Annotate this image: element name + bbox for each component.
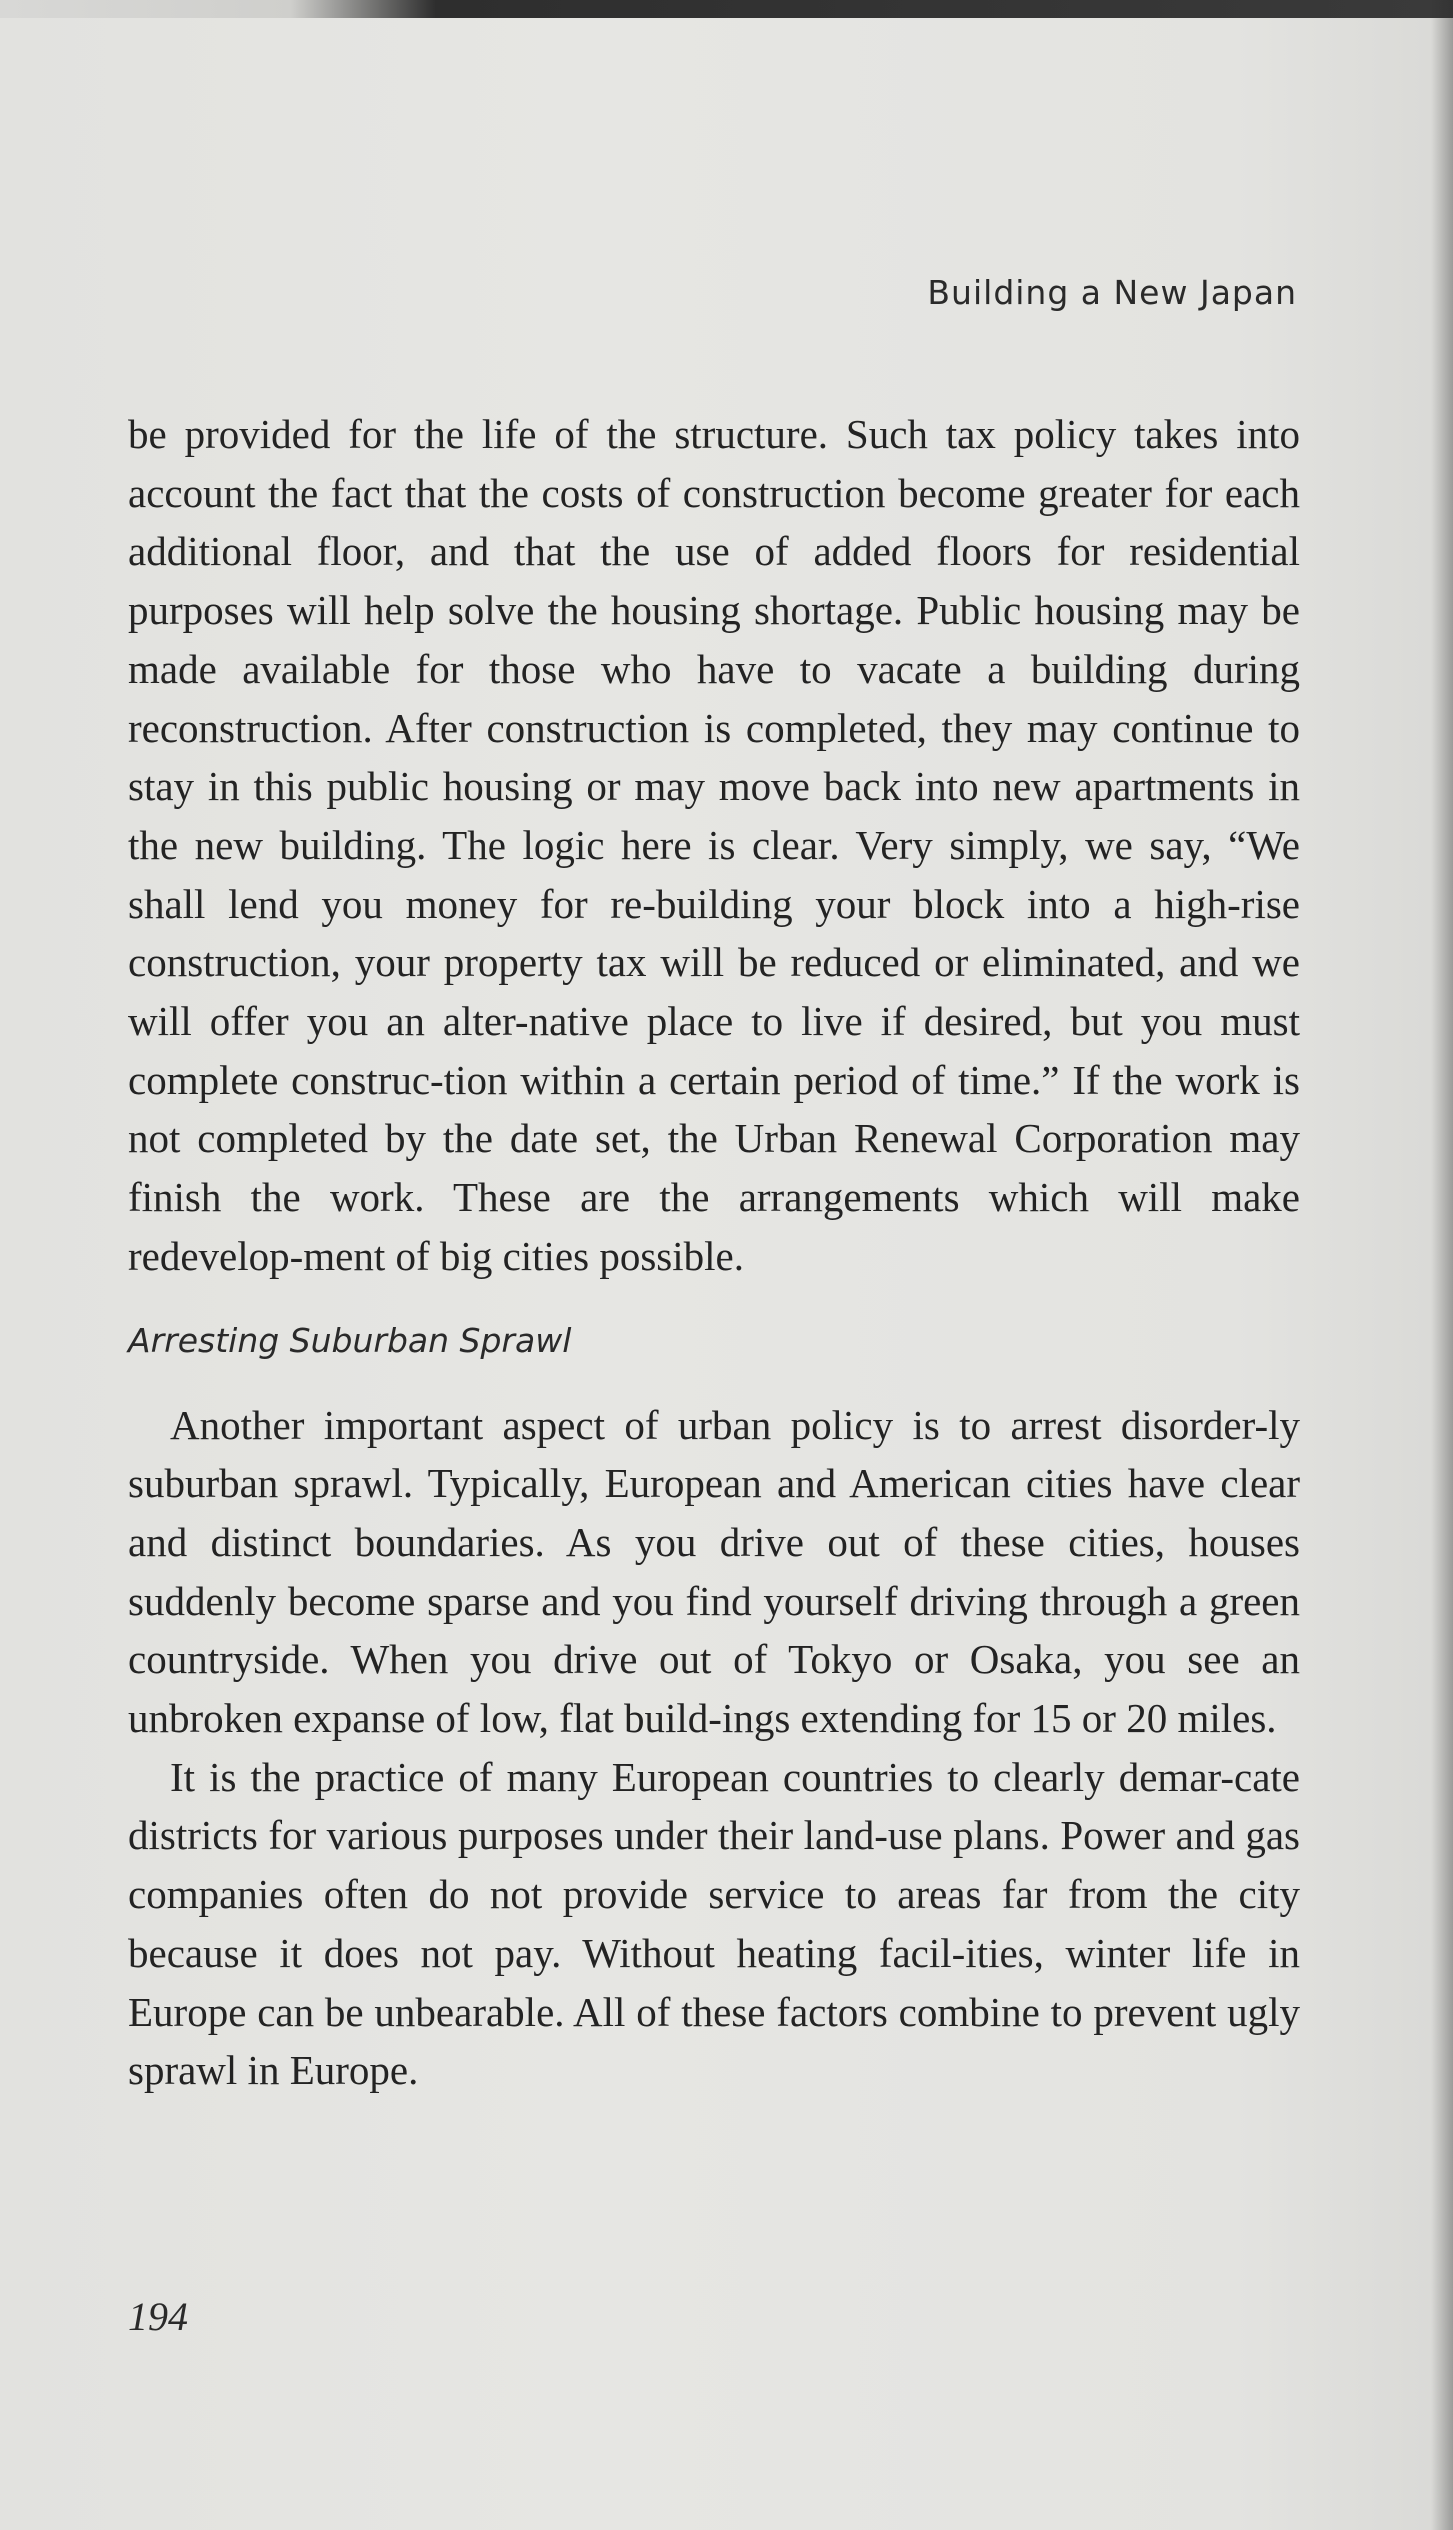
- paragraph-continuation: be provided for the life of the structure. Such tax policy takes into account the fact that the costs of construction become greater for each additional floor, and that the use of added floors for residential purposes will help solve the housing shortage. Public housing may be made available for those who have to vacate a building during reconstruction. After construction is completed, they may continue to stay in this public housing or may move back into new apartments in the new building. The logic here is clear. Very simply, we say, “We shall lend you money for re-building your block into a high-rise construction, your property tax will be reduced or eliminated, and we will offer you an alter-native place to live if desired, but you must complete construc-tion within a certain period of time.” If the work is not completed by the date set, the Urban Renewal Corporation may finish the work. These are the arrangements which will make redevelop-ment of big cities possible.: [128, 411, 1300, 1279]
- running-head: Building a New Japan: [927, 273, 1297, 312]
- section-heading: Arresting Suburban Sprawl: [128, 1320, 572, 1360]
- paragraph-european-practice: It is the practice of many European countries to clearly demar-cate districts for various purposes under their land-use plans. Power and gas companies often do not provide service to areas far from the city because it does not pay. Without heating facil-ities, winter life in Europe can be unbearable. All of these factors combine to prevent ugly sprawl in Europe.: [128, 1753, 1300, 2094]
- body-text: [128, 405, 1300, 2100]
- book-page: [0, 18, 1453, 2530]
- paragraph-suburban-sprawl: Another important aspect of urban policy is to arrest disorder-ly suburban sprawl. Typically, European and American cities have clear and distinct boundaries. As you drive out of these cities, houses suddenly become sparse and you find yourself driving through a green countryside. When you drive out of Tokyo or Osaka, you see an unbroken expanse of low, flat build-ings extending for 15 or 20 miles.: [128, 1401, 1300, 1742]
- scan-top-edge: [0, 0, 1453, 18]
- page-number: 194: [128, 2294, 188, 2339]
- scan-right-edge: [1431, 0, 1453, 2530]
